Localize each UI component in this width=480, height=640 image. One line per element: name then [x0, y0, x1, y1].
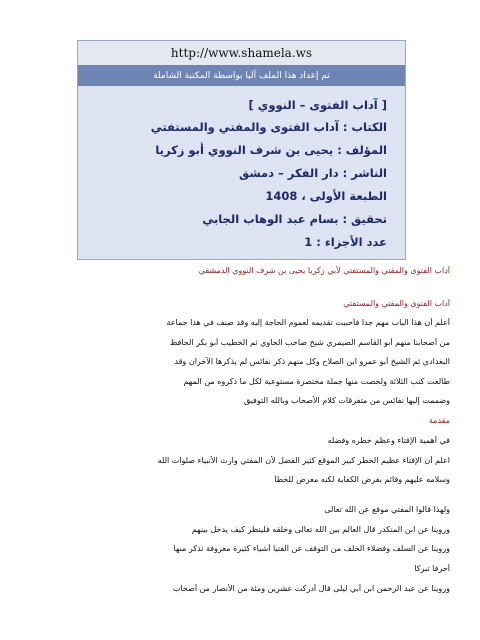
book-short-title: [ آداب الفتوى – النووي ] [248, 98, 387, 112]
paragraph-line: البغدادي ثم الشيخ أبو عمرو ابن الصلاح وكل منهم ذكر نفائس لم يذكرها الآخران وقد [174, 357, 450, 366]
book-info-box [77, 86, 406, 260]
intro-title: في أهمية الإفتاء وعظم خطره وفضله [327, 436, 450, 445]
paragraph-line: وسلامه عليهم وقائم بفرض الكفاية لكنه معرض للخطأ [274, 475, 450, 484]
paragraph-line: وروينا عن عبد الرحمن ابن أبي ليلى قال أدركت عشرين ومئة من الأنصار من أصحاب [172, 584, 450, 593]
book-publisher: الناشر : دار الفكر – دمشق [238, 166, 387, 180]
prepared-banner: تم إعداد هذا الملف آليا بواسطة المكتبة الشاملة [78, 65, 405, 87]
intro-heading: مقدمة [428, 416, 450, 425]
paragraph-line: اعلم أن الإفتاء عظيم الخطر كبير الموقع كثير الفضل لأن المفتي وارث الأنبياء صلوات الله [157, 456, 450, 465]
header-box [77, 40, 406, 88]
paragraph-line: أعلم أن هذا الباب مهم جدا فأحببت تقديمه لعموم الحاجة إليه وقد صنف في هذا جماعة [166, 318, 450, 327]
book-edition: الطبعة الأولى ، 1408 [265, 189, 387, 203]
paragraph-line: وروينا عن السلف وفضلاء الخلف من التوقف عن الفتيا أشياء كثيرة معروفة نذكر منها [173, 544, 450, 553]
paragraph-line: أحرفا تبركا [414, 564, 450, 573]
section-title: آداب الفتوى والمفتي والمستفتي [343, 299, 450, 308]
book-title: الكتاب : آداب الفتوى والمفتي والمستفتي [150, 120, 387, 134]
book-editor: تحقيق : بسام عبد الوهاب الجابي [202, 212, 387, 226]
book-author: المؤلف : يحيى بن شرف النووي أبو زكريا [155, 143, 387, 157]
paragraph-line: وضممت إليها نفائس من متفرقات كلام الأصحاب وبالله التوفيق [243, 396, 450, 405]
site-url[interactable]: http://www.shamela.ws [78, 41, 405, 65]
paragraph-line: من أصحابنا منهم أبو القاسم الصيمري شيخ صاحب الحاوي ثم الخطيب أبو بكر الحافظ [169, 338, 450, 347]
paragraph-line: ولهذا قالوا المفتي موقع عن الله تعالى [324, 505, 450, 514]
paragraph-line: طالعت كتب الثلاثة ولخصت منها جملة مختصرة مستوعبة لكل ما ذكروه من المهم [183, 377, 450, 386]
book-heading: آداب الفتوى والمفتي والمستفتي لأبي زكريا يحيى بن شرف النووي الدمشقي [198, 266, 450, 275]
paragraph-line: وروينا عن ابن المنكدر قال العالم بين الله تعالى وخلقه فلينظر كيف يدخل بينهم [191, 525, 450, 534]
book-volumes: عدد الأجزاء : 1 [304, 235, 387, 249]
